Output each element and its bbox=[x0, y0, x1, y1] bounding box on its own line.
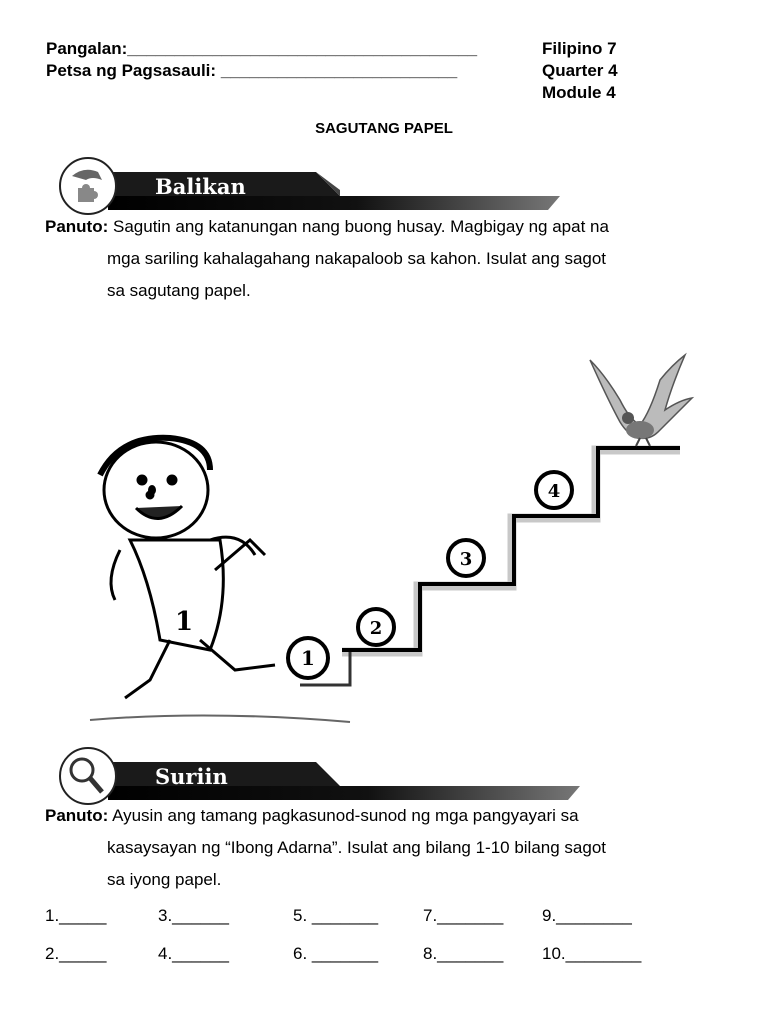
date-field[interactable] bbox=[46, 60, 457, 82]
answer-blank-4[interactable]: 4.______ bbox=[158, 944, 229, 963]
magnifying-glass-icon bbox=[62, 752, 112, 802]
instruction-line: kasaysayan ng “Ibong Adarna”. Isulat ang bilang 1-10 bilang sagot bbox=[107, 838, 607, 857]
answer-blank-6[interactable]: 6. _______ bbox=[293, 944, 379, 963]
balikan-heading: Balikan bbox=[155, 174, 246, 199]
name-field[interactable] bbox=[46, 38, 477, 60]
instruction-line: Ayusin ang tamang pagkasunod-sunod ng mga pangyayari sa bbox=[108, 806, 579, 825]
date-label: Petsa ng Pagsasauli: bbox=[46, 61, 217, 80]
answer-blank-7[interactable]: 7._______ bbox=[423, 906, 504, 925]
bird-icon bbox=[590, 355, 692, 446]
answer-blank-3[interactable]: 3.______ bbox=[158, 906, 229, 925]
instruction-line: sa iyong papel. bbox=[107, 870, 222, 889]
date-blank[interactable]: _________________________ bbox=[220, 61, 458, 80]
balikan-banner bbox=[48, 156, 588, 216]
instruction-line: Sagutin ang katanungan nang buong husay. Magbigay ng apat na bbox=[108, 217, 609, 236]
step-label: 4 bbox=[547, 481, 561, 502]
staircase-illustration bbox=[60, 340, 700, 730]
answer-blank-10[interactable]: 10.________ bbox=[542, 944, 642, 963]
answer-blank-8[interactable]: 8._______ bbox=[423, 944, 504, 963]
puzzle-hand-icon bbox=[62, 162, 112, 212]
balikan-banner-graphic bbox=[48, 156, 588, 216]
panuto-label: Panuto: bbox=[45, 217, 109, 236]
page-title: SAGUTANG PAPEL bbox=[315, 120, 453, 137]
answer-blank-9[interactable]: 9.________ bbox=[542, 906, 632, 925]
panuto-label: Panuto: bbox=[45, 806, 109, 825]
answer-blank-1[interactable]: 1._____ bbox=[45, 906, 107, 925]
sweat-drop-marks bbox=[148, 485, 156, 495]
suriin-banner bbox=[48, 746, 588, 806]
name-label: Pangalan: bbox=[46, 39, 128, 58]
step-label: 1 bbox=[301, 646, 315, 670]
step-1-circle bbox=[288, 638, 328, 678]
step-4-circle bbox=[536, 472, 572, 508]
suriin-banner-graphic bbox=[48, 746, 588, 806]
instruction-line: sa sagutang papel. bbox=[107, 281, 251, 300]
quarter-label: Quarter 4 bbox=[542, 61, 618, 80]
step-2-circle bbox=[358, 609, 394, 645]
step-label: 3 bbox=[459, 549, 473, 570]
answer-blank-5[interactable]: 5. _______ bbox=[293, 906, 379, 925]
name-blank[interactable]: _____________________________________ bbox=[127, 39, 478, 58]
suriin-instructions bbox=[45, 800, 721, 896]
module-label: Module 4 bbox=[542, 83, 616, 102]
instruction-line: mga sariling kahalagahang nakapaloob sa kahon. Isulat ang sagot bbox=[107, 249, 607, 268]
step-3-circle bbox=[448, 540, 484, 576]
balikan-instructions bbox=[45, 211, 721, 307]
subject-label: Filipino 7 bbox=[542, 39, 617, 58]
shirt-number: 1 bbox=[175, 607, 194, 637]
answer-blank-2[interactable]: 2._____ bbox=[45, 944, 107, 963]
staircase bbox=[300, 448, 680, 685]
suriin-heading: Suriin bbox=[155, 764, 228, 789]
step-label: 2 bbox=[369, 618, 383, 639]
